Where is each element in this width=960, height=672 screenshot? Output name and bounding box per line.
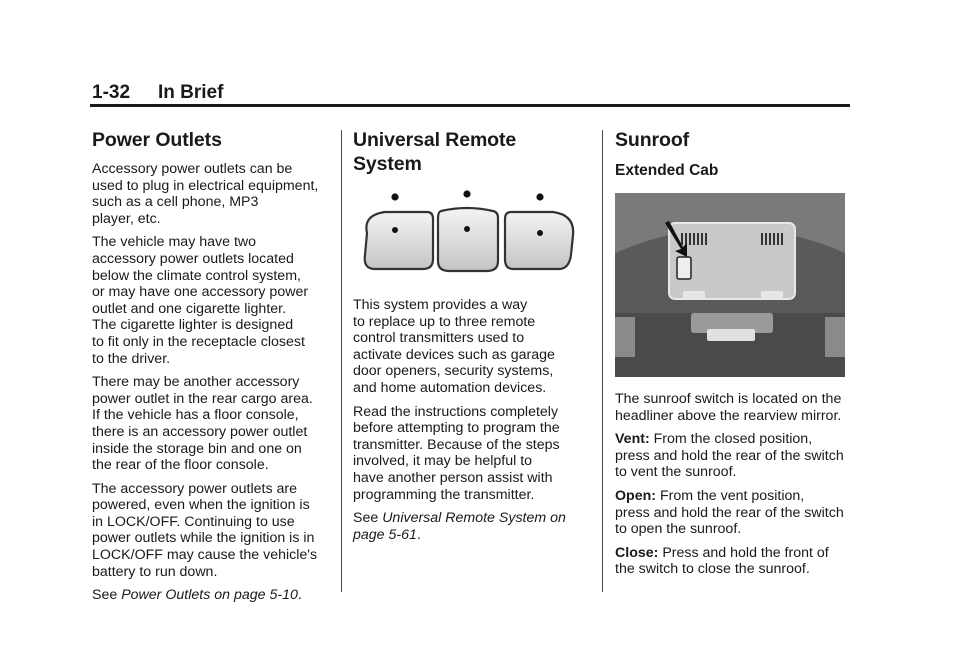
power-outlets-heading: Power Outlets [92,129,222,151]
power-outlets-reference-link[interactable]: Power Outlets on page 5-10 [121,587,298,604]
sunroof-switch-icon [677,257,691,279]
power-outlets-see-also [92,587,332,604]
sunroof-open-paragraph [615,488,853,538]
sunroof-paragraph: The sunroof switch is located on the headliner above the rearview mirror. [615,391,842,424]
section-title: In Brief [158,82,224,103]
extended-cab-subheading: Extended Cab [615,162,719,179]
indicator-light-1-icon [391,193,398,200]
column-divider [341,130,342,592]
universal-remote-paragraph: This system provides a way to replace up to three remote control transmitters used to activate devices such as garage door openers, security systems, and home automation devices. [353,297,555,396]
remote-button-3-icon [505,212,573,269]
open-term: Open: [615,487,656,504]
power-outlets-paragraph: The accessory power outlets are powered, even when the ignition is in LOCK/OFF. Continuing to use power outlets while the ignition is in LOCK/OFF may cause the vehicle's battery to run down. [92,480,318,580]
universal-remote-paragraph: Read the instructions completely before attempting to program the transmitter. Because of the steps involved, it may be helpful to have another person assist with programming the transmitter. [353,403,560,503]
universal-remote-reference-link[interactable]: Universal Remote System on page 5-61 [353,510,566,543]
indicator-light-2-icon [463,190,470,197]
power-outlets-paragraph: The vehicle may have two accessory power outlets located below the climate control system, or may have one accessory power outlet and one cigarette lighter. The cigarette lighter is designed to fit only in the receptacle closest to the driver. [92,234,309,367]
header-rule [90,104,850,107]
page-header [92,82,850,104]
sunroof-close-paragraph [615,545,853,578]
close-term: Close: [615,544,659,561]
universal-remote-see-also [353,510,589,543]
see-suffix: . [416,526,421,543]
universal-remote-heading: Universal Remote System [353,129,517,175]
vent-text: From the closed position, press and hold the rear of the switch to vent the sunroof. [615,431,844,481]
vent-term: Vent: [615,431,650,448]
page-number: 1-32 [92,82,131,103]
see-prefix: See [353,510,383,527]
column-divider [602,130,603,592]
remote-button-2-icon [438,208,498,271]
sunroof-column [615,128,853,585]
see-prefix: See [92,587,122,604]
remote-button-1-icon [365,212,433,269]
sunroof-vent-paragraph [615,431,853,481]
power-outlets-paragraph: There may be another accessory power outlet in the rear cargo area. If the vehicle has a floor console, there is an accessory power outlet inside the storage bin and one on the rear of the floor console. [92,374,313,474]
power-outlets-column [92,128,332,611]
close-text: Press and hold the front of the switch to close the sunroof. [615,544,829,578]
sunroof-heading: Sunroof [615,129,690,151]
open-text: From the vent position, press and hold the rear of the switch to open the sunroof. [615,487,844,538]
universal-remote-buttons-illustration [353,185,589,285]
universal-remote-column [353,128,589,550]
sunroof-switch-photo [615,193,845,377]
see-suffix: . [297,587,302,604]
power-outlets-paragraph: Accessory power outlets can be used to plug in electrical equipment, such as a cell phone, MP3 player, etc. [92,161,319,227]
indicator-light-3-icon [536,193,543,200]
